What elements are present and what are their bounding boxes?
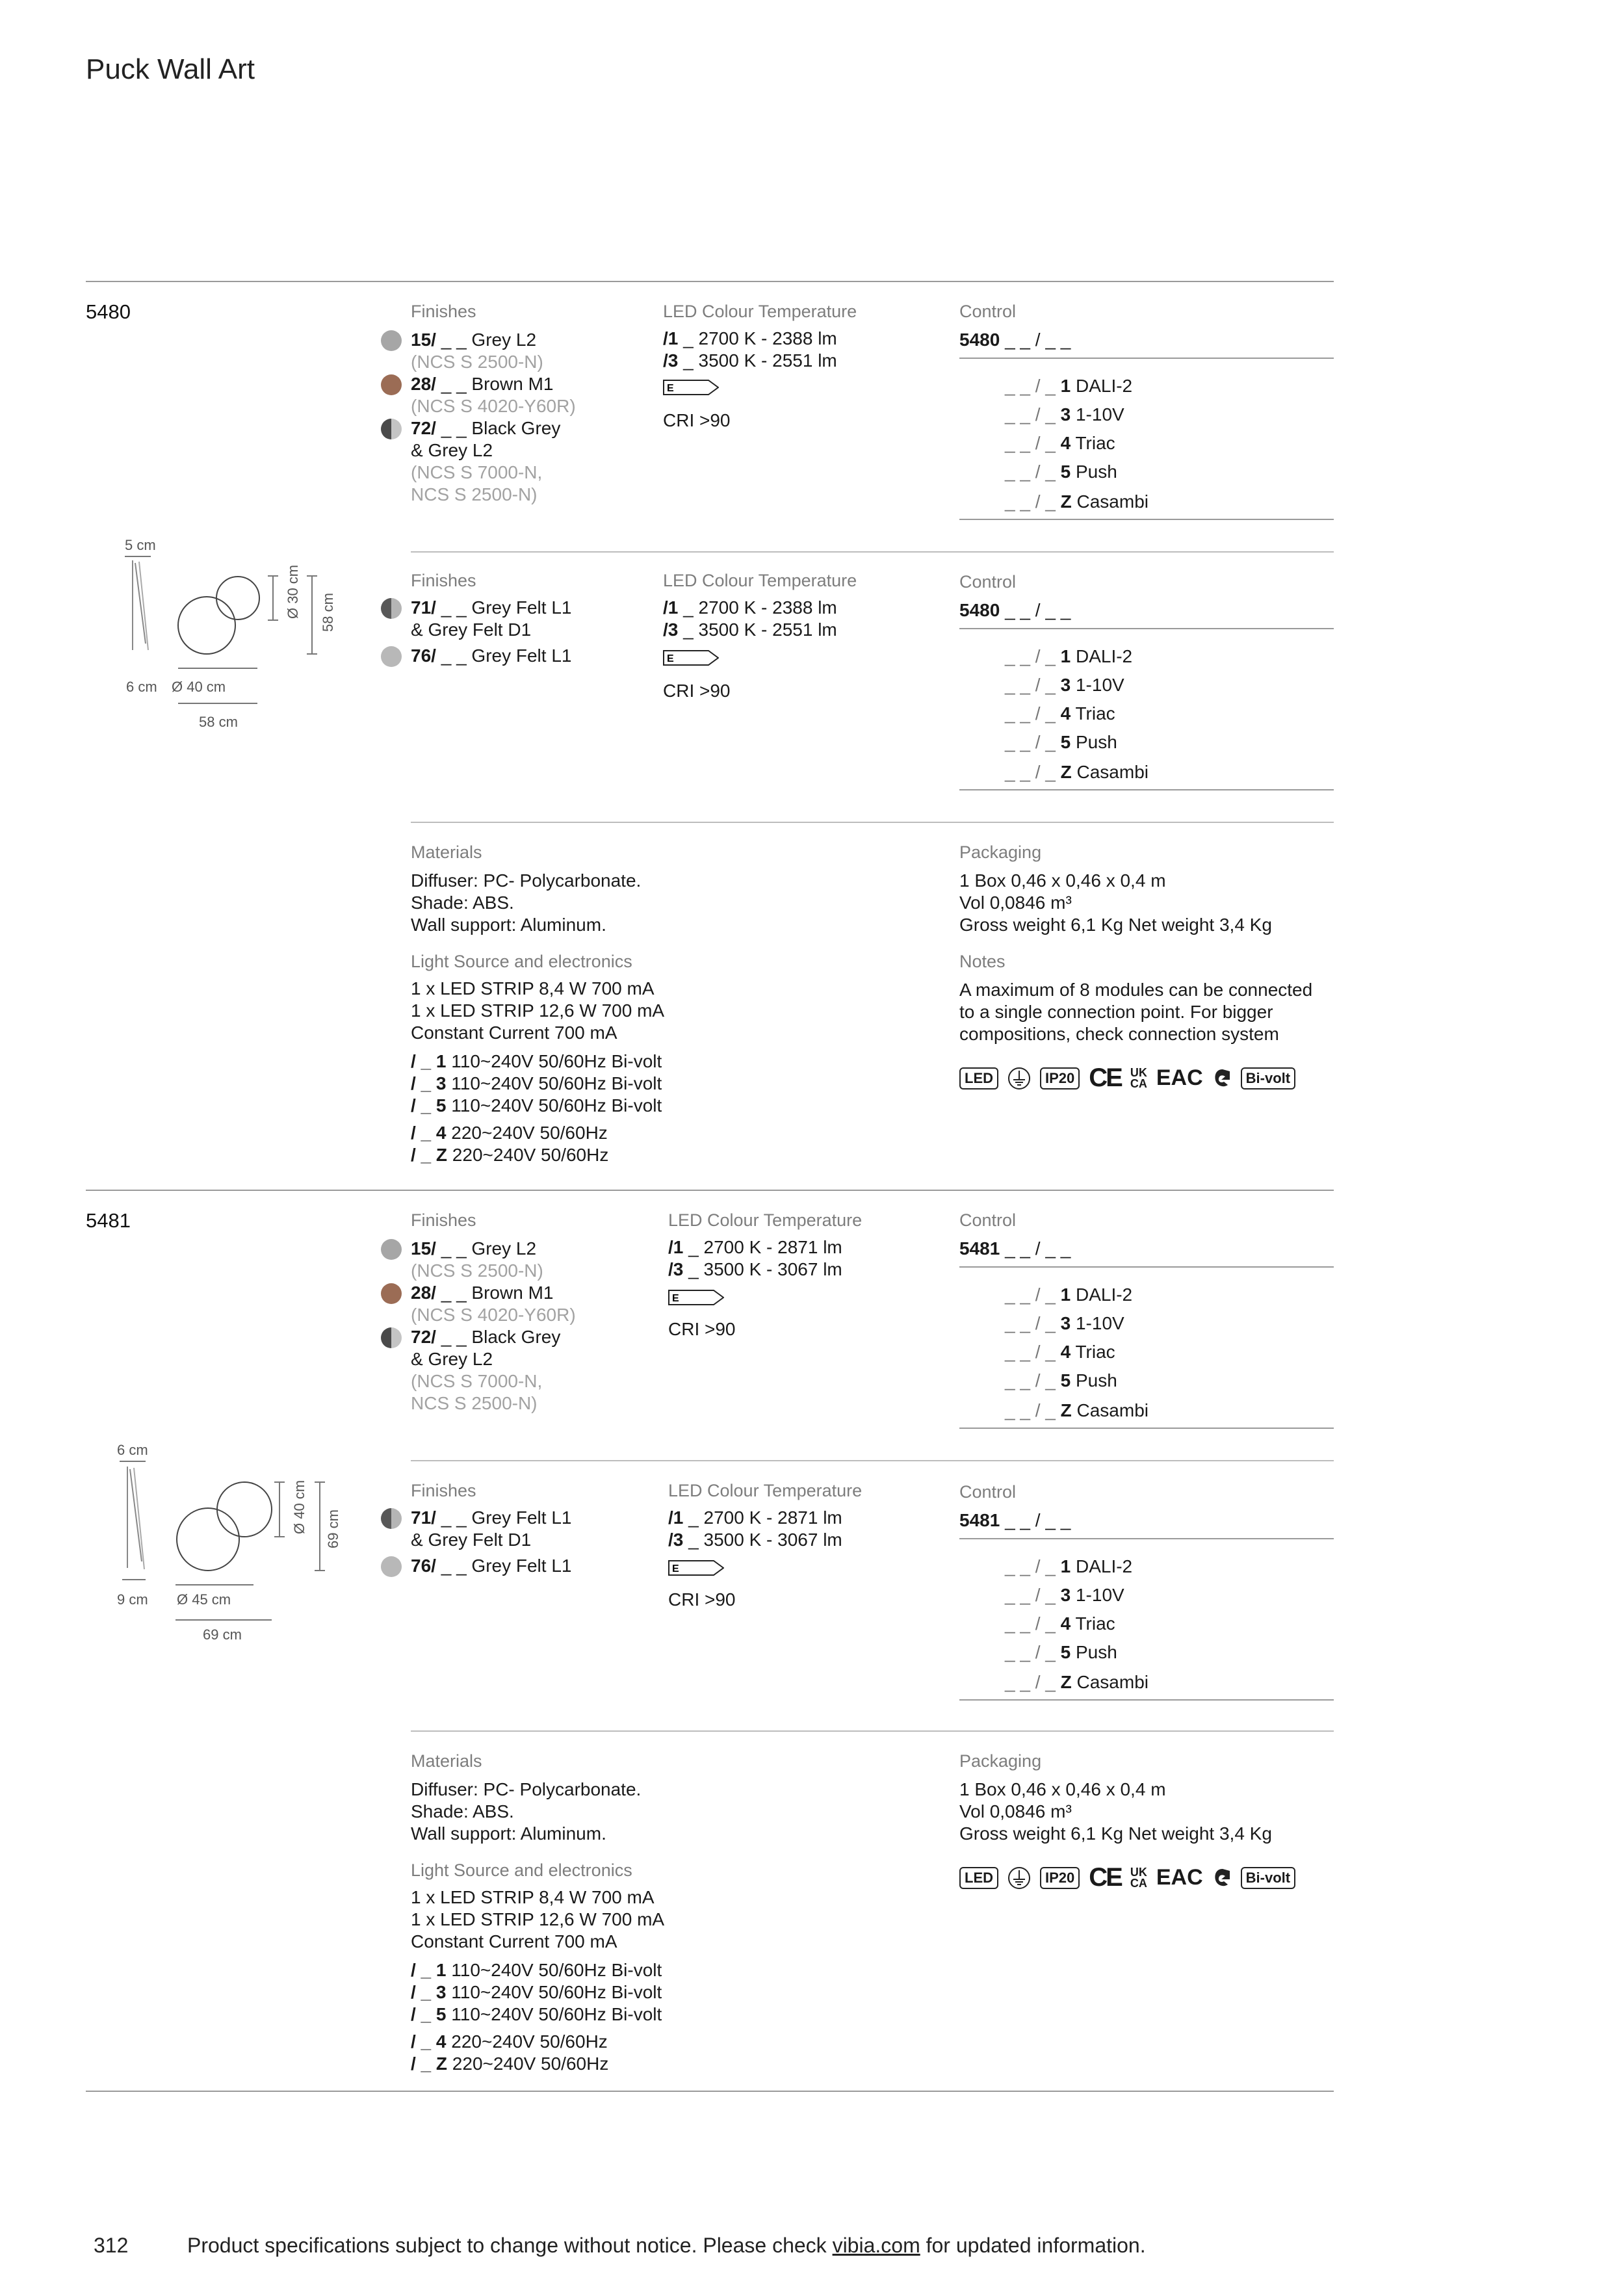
control-label: Control xyxy=(959,302,1017,321)
packaging-line: Gross weight 6,1 Kg Net weight 3,4 Kg xyxy=(959,1823,1272,1844)
finishes-label: Finishes xyxy=(411,1210,476,1230)
note-line: A maximum of 8 modules can be connected xyxy=(959,980,1313,1000)
control-option: _ _ / _ 4 Triac xyxy=(1005,703,1115,724)
dim-small-diameter: Ø 40 cm xyxy=(291,1480,307,1534)
control-option: _ _ / _ 3 1-10V xyxy=(1005,404,1124,424)
ncs-code: (NCS S 7000-N, xyxy=(411,1371,543,1391)
materials-label: Materials xyxy=(411,842,482,862)
control-option: _ _ / _ Z Casambi xyxy=(1005,491,1149,512)
packaging-label: Packaging xyxy=(959,842,1042,862)
light-line: 1 x LED STRIP 8,4 W 700 mA xyxy=(411,978,655,998)
ncs-code: (NCS S 7000-N, xyxy=(411,462,543,482)
swatch-felt-icon xyxy=(381,598,402,619)
control-code: 5480 _ _ / _ _ xyxy=(959,330,1071,350)
voltage-line: / _ 1 110~240V 50/60Hz Bi-volt xyxy=(411,1051,662,1071)
control-option: _ _ / _ 4 Triac xyxy=(1005,1613,1115,1634)
swatch-black-grey-icon xyxy=(381,1327,402,1348)
light-line: 1 x LED STRIP 12,6 W 700 mA xyxy=(411,1909,665,1929)
page-number: 312 xyxy=(94,2234,129,2257)
note-line: compositions, check connection system xyxy=(959,1024,1279,1044)
dim-big-diameter: Ø 40 cm xyxy=(172,679,226,695)
control-option: _ _ / _ 5 Push xyxy=(1005,732,1117,752)
svg-text:E: E xyxy=(672,1293,679,1304)
light-source-label: Light Source and electronics xyxy=(411,952,632,971)
control-code: 5480 _ _ / _ _ xyxy=(959,600,1071,620)
section-divider xyxy=(86,2091,1334,2092)
packaging-line: Vol 0,0846 m³ xyxy=(959,1801,1072,1821)
svg-text:E: E xyxy=(672,1563,679,1574)
recycle-mark-icon xyxy=(1212,1867,1232,1889)
control-option: _ _ / _ 5 Push xyxy=(1005,1642,1117,1662)
voltage-line: / _ 1 110~240V 50/60Hz Bi-volt xyxy=(411,1960,662,1980)
light-line: 1 x LED STRIP 12,6 W 700 mA xyxy=(411,1000,665,1021)
control-label: Control xyxy=(959,1210,1017,1230)
led-badge: LED xyxy=(959,1067,998,1089)
swatch-brown-icon xyxy=(381,1283,402,1304)
finishes-label: Finishes xyxy=(411,1481,476,1500)
control-option: _ _ / _ Z Casambi xyxy=(1005,762,1149,782)
swatch-grey-felt-icon xyxy=(381,646,402,667)
cri-value: CRI >90 xyxy=(663,410,731,430)
ip-rating-badge: IP20 xyxy=(1040,1067,1080,1089)
energy-label-icon xyxy=(663,380,719,395)
packaging-label: Packaging xyxy=(959,1751,1042,1771)
control-divider xyxy=(959,1266,1334,1268)
control-divider xyxy=(959,1538,1334,1539)
control-option: _ _ / _ 3 1-10V xyxy=(1005,675,1124,695)
dim-big-diameter: Ø 45 cm xyxy=(177,1591,231,1608)
product-model: 5481 xyxy=(86,1209,131,1232)
finishes-label: Finishes xyxy=(411,302,476,321)
dim-width: 58 cm xyxy=(199,714,238,730)
packaging-line: 1 Box 0,46 x 0,46 x 0,4 m xyxy=(959,870,1166,891)
control-divider xyxy=(959,519,1334,520)
packaging-line: 1 Box 0,46 x 0,46 x 0,4 m xyxy=(959,1779,1166,1799)
finish-item: 72/ _ _ Black Grey xyxy=(411,1327,561,1347)
variant-divider xyxy=(411,822,1334,823)
control-divider xyxy=(959,628,1334,629)
control-divider xyxy=(959,1699,1334,1701)
dim-height: 58 cm xyxy=(320,593,336,632)
finish-extra: & Grey Felt D1 xyxy=(411,1530,532,1550)
control-option: _ _ / _ 1 DALI-2 xyxy=(1005,1285,1133,1305)
material-line: Diffuser: PC- Polycarbonate. xyxy=(411,870,642,891)
swatch-felt-icon xyxy=(381,1508,402,1529)
variant-divider xyxy=(411,1730,1334,1732)
led-option: /1 _ 2700 K - 2388 lm xyxy=(663,597,837,618)
finish-extra: & Grey Felt D1 xyxy=(411,620,532,640)
swatch-grey-icon xyxy=(381,330,402,351)
led-option: /3 _ 3500 K - 3067 lm xyxy=(668,1259,842,1279)
finish-item: 28/ _ _ Brown M1 xyxy=(411,374,554,394)
voltage-line: / _ 5 110~240V 50/60Hz Bi-volt xyxy=(411,2004,662,2024)
light-line: Constant Current 700 mA xyxy=(411,1931,617,1951)
control-option: _ _ / _ Z Casambi xyxy=(1005,1400,1149,1420)
control-divider xyxy=(959,789,1334,790)
control-divider xyxy=(959,1428,1334,1429)
dim-height: 69 cm xyxy=(325,1509,341,1548)
finish-item: 28/ _ _ Brown M1 xyxy=(411,1283,554,1303)
eac-mark-icon: EAC xyxy=(1156,1065,1203,1090)
certification-row xyxy=(959,1863,1295,1892)
swatch-grey-icon xyxy=(381,1239,402,1260)
cri-value: CRI >90 xyxy=(668,1319,736,1339)
variant-divider xyxy=(411,1460,1334,1461)
ncs-code: (NCS S 4020-Y60R) xyxy=(411,1305,576,1325)
finishes-label: Finishes xyxy=(411,571,476,590)
finish-item: 15/ _ _ Grey L2 xyxy=(411,330,537,350)
bivolt-badge: Bi-volt xyxy=(1241,1067,1295,1089)
material-line: Wall support: Aluminum. xyxy=(411,1823,606,1844)
packaging-line: Gross weight 6,1 Kg Net weight 3,4 Kg xyxy=(959,915,1272,935)
cri-value: CRI >90 xyxy=(668,1589,736,1610)
dim-depth-top: 6 cm xyxy=(117,1442,148,1458)
finish-item: 76/ _ _ Grey Felt L1 xyxy=(411,1556,572,1576)
ncs-code: (NCS S 2500-N) xyxy=(411,1260,543,1281)
ip-rating-badge: IP20 xyxy=(1040,1867,1080,1889)
ncs-code: NCS S 2500-N) xyxy=(411,1393,538,1413)
ncs-code: (NCS S 4020-Y60R) xyxy=(411,396,576,416)
led-option: /3 _ 3500 K - 2551 lm xyxy=(663,350,837,371)
control-label: Control xyxy=(959,1482,1017,1502)
finish-item: 76/ _ _ Grey Felt L1 xyxy=(411,646,572,666)
material-line: Shade: ABS. xyxy=(411,893,514,913)
finish-item: 72/ _ _ Black Grey xyxy=(411,418,561,438)
swatch-grey-felt-icon xyxy=(381,1556,402,1577)
dim-width: 69 cm xyxy=(203,1626,242,1643)
product-model: 5480 xyxy=(86,300,131,323)
light-line: 1 x LED STRIP 8,4 W 700 mA xyxy=(411,1887,655,1907)
control-option: _ _ / _ 5 Push xyxy=(1005,462,1117,482)
ground-icon xyxy=(1007,1067,1031,1090)
voltage-line: / _ 3 110~240V 50/60Hz Bi-volt xyxy=(411,1982,662,2002)
control-option: _ _ / _ 4 Triac xyxy=(1005,433,1115,453)
led-option: /1 _ 2700 K - 2388 lm xyxy=(663,328,837,348)
dim-depth-bottom: 6 cm xyxy=(126,679,157,695)
variant-divider xyxy=(411,551,1334,553)
swatch-black-grey-icon xyxy=(381,419,402,439)
material-line: Wall support: Aluminum. xyxy=(411,915,606,935)
section-divider xyxy=(86,1190,1334,1191)
control-option: _ _ / _ 3 1-10V xyxy=(1005,1313,1124,1333)
energy-label-icon xyxy=(668,1560,724,1576)
svg-text:E: E xyxy=(667,383,674,394)
control-code: 5481 _ _ / _ _ xyxy=(959,1238,1071,1259)
control-label: Control xyxy=(959,572,1017,592)
ukca-mark-icon: UK CA xyxy=(1130,1065,1147,1090)
note-line: to a single connection point. For bigger xyxy=(959,1002,1273,1022)
control-option: _ _ / _ 5 Push xyxy=(1005,1370,1117,1390)
cri-value: CRI >90 xyxy=(663,681,731,701)
energy-label-icon xyxy=(663,650,719,666)
led-option: /3 _ 3500 K - 3067 lm xyxy=(668,1530,842,1550)
finish-item: 71/ _ _ Grey Felt L1 xyxy=(411,1507,572,1528)
eac-mark-icon: EAC xyxy=(1156,1865,1203,1890)
ground-icon xyxy=(1007,1866,1031,1890)
led-colour-label: LED Colour Temperature xyxy=(663,302,857,321)
recycle-mark-icon xyxy=(1212,1067,1232,1089)
vibia-link[interactable]: vibia.com xyxy=(832,2234,920,2257)
control-divider xyxy=(959,358,1334,359)
material-line: Shade: ABS. xyxy=(411,1801,514,1821)
ukca-mark-icon: UK CA xyxy=(1130,1865,1147,1890)
voltage-line: / _ Z 220~240V 50/60Hz xyxy=(411,1145,609,1165)
control-code: 5481 _ _ / _ _ xyxy=(959,1510,1071,1530)
finish-item: 71/ _ _ Grey Felt L1 xyxy=(411,597,572,618)
ncs-code: (NCS S 2500-N) xyxy=(411,352,543,372)
finish-extra: & Grey L2 xyxy=(411,1349,493,1369)
energy-label-icon xyxy=(668,1290,724,1305)
dim-depth-top: 5 cm xyxy=(125,537,156,553)
control-option: _ _ / _ 4 Triac xyxy=(1005,1342,1115,1362)
led-colour-label: LED Colour Temperature xyxy=(663,571,857,590)
swatch-brown-icon xyxy=(381,374,402,395)
voltage-line: / _ 4 220~240V 50/60Hz xyxy=(411,2031,608,2052)
voltage-line: / _ Z 220~240V 50/60Hz xyxy=(411,2054,609,2074)
voltage-line: / _ 4 220~240V 50/60Hz xyxy=(411,1123,608,1143)
light-line: Constant Current 700 mA xyxy=(411,1023,617,1043)
ce-mark-icon: CE xyxy=(1089,1863,1121,1892)
control-option: _ _ / _ 3 1-10V xyxy=(1005,1585,1124,1605)
voltage-line: / _ 5 110~240V 50/60Hz Bi-volt xyxy=(411,1095,662,1115)
led-option: /1 _ 2700 K - 2871 lm xyxy=(668,1237,842,1257)
ce-mark-icon: CE xyxy=(1089,1063,1121,1092)
led-colour-label: LED Colour Temperature xyxy=(668,1481,863,1500)
certification-row xyxy=(959,1063,1295,1093)
packaging-line: Vol 0,0846 m³ xyxy=(959,893,1072,913)
control-option: _ _ / _ 1 DALI-2 xyxy=(1005,646,1133,666)
notes-label: Notes xyxy=(959,952,1006,971)
footer-disclaimer: Product specifications subject to change without notice. Please check vibia.com for updated information. xyxy=(187,2234,1146,2257)
finish-extra: & Grey L2 xyxy=(411,440,493,460)
light-source-label: Light Source and electronics xyxy=(411,1860,632,1880)
bivolt-badge: Bi-volt xyxy=(1241,1867,1295,1889)
control-option: _ _ / _ Z Casambi xyxy=(1005,1672,1149,1692)
led-option: /3 _ 3500 K - 2551 lm xyxy=(663,620,837,640)
led-colour-label: LED Colour Temperature xyxy=(668,1210,863,1230)
material-line: Diffuser: PC- Polycarbonate. xyxy=(411,1779,642,1799)
page-title: Puck Wall Art xyxy=(86,53,255,85)
control-option: _ _ / _ 1 DALI-2 xyxy=(1005,376,1133,396)
control-option: _ _ / _ 1 DALI-2 xyxy=(1005,1556,1133,1576)
led-badge: LED xyxy=(959,1867,998,1889)
dim-depth-bottom: 9 cm xyxy=(117,1591,148,1608)
section-divider xyxy=(86,281,1334,282)
materials-label: Materials xyxy=(411,1751,482,1771)
ncs-code: NCS S 2500-N) xyxy=(411,484,538,504)
dim-small-diameter: Ø 30 cm xyxy=(285,564,301,619)
svg-text:E: E xyxy=(667,653,674,664)
finish-item: 15/ _ _ Grey L2 xyxy=(411,1238,537,1259)
voltage-line: / _ 3 110~240V 50/60Hz Bi-volt xyxy=(411,1073,662,1093)
led-option: /1 _ 2700 K - 2871 lm xyxy=(668,1507,842,1528)
